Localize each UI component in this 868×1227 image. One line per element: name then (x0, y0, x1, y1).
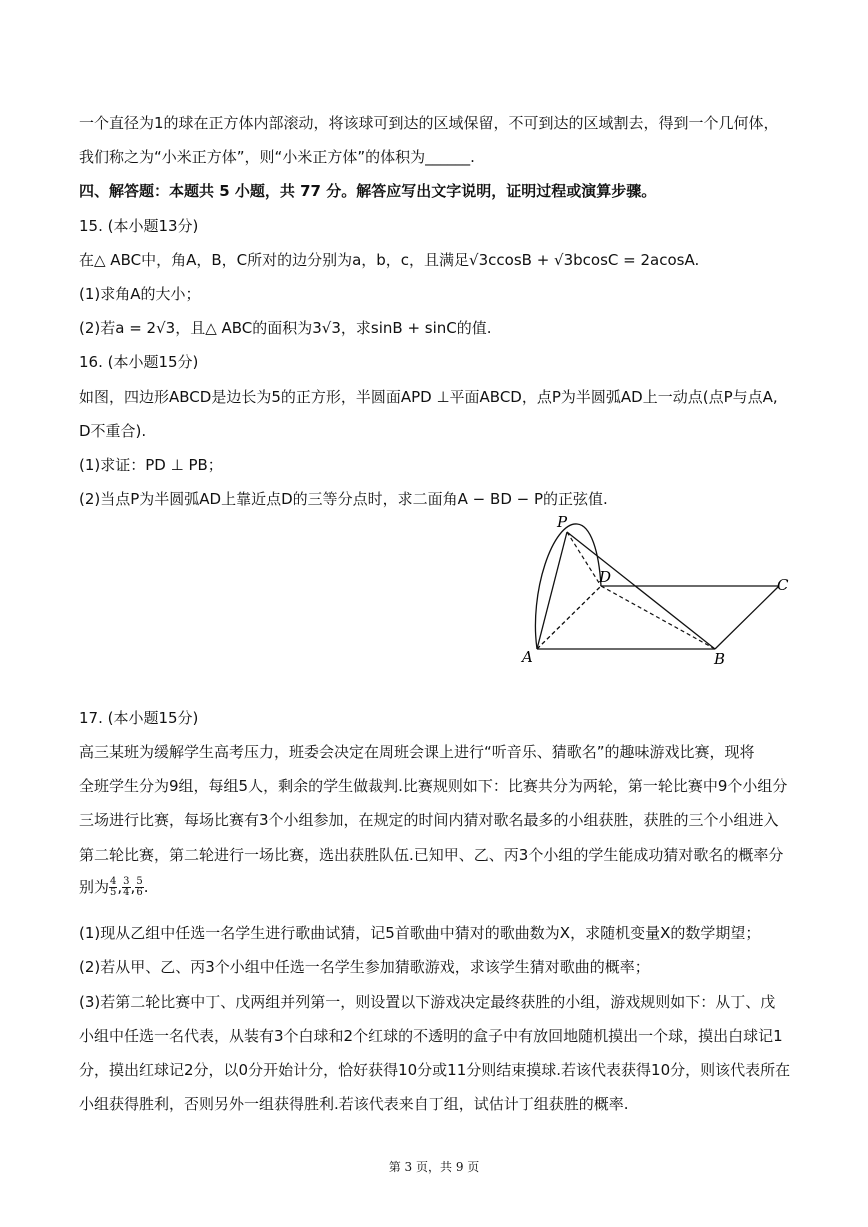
q17-part3-line3: 分，摸出红球记2分，以0分开始计分，恰好获得10分或11分则结束摸球.若该代表获得10分，则该代表所在 (79, 1061, 791, 1079)
label-D: D (599, 568, 612, 586)
q17-para-2: 全班学生分为9组，每组5人，剩余的学生做裁判.比赛规则如下：比赛共分为两轮，第一轮比赛中9个小组分 (79, 777, 788, 795)
semicircle-arc (535, 524, 601, 649)
edge-AP-dashed (537, 586, 601, 649)
q17-para-3: 三场进行比赛，每场比赛有3个小组参加，在规定的时间内猜对歌名最多的小组获胜，获胜的三个小组进入 (79, 811, 779, 829)
fraction-3: $\frac{5}{6}$ (136, 876, 143, 898)
label-A: A (522, 648, 533, 666)
q17-part2: (2)若从甲、乙、丙3个小组中任选一名学生参加猜歌游戏，求该学生猜对歌曲的概率； (79, 958, 650, 976)
q17-part3-line4: 小组获得胜利，否则另外一组获得胜利.若该代表来自丁组，试估计丁组获胜的概率. (79, 1095, 629, 1113)
q16-part2: (2)当点P为半圆弧AD上靠近点D的三等分点时，求二面角A − BD − P的正弦值. (79, 490, 608, 508)
q16-stem-1: 如图，四边形ABCD是边长为5的正方形，半圆面APD ⊥平面ABCD，点P为半圆弧AD上一动点(点P与点A, (79, 388, 778, 406)
edge-BC (715, 586, 779, 649)
text-line-1: 一个直径为1的球在正方体内部滚动，将该球可到达的区域保留，不可到达的区域割去，得到一个几何体， (79, 114, 779, 132)
q17-heading: 17. (本小题15分) (79, 709, 199, 727)
q17-part1: (1)现从乙组中任选一名学生进行歌曲试猜，记5首歌曲中猜对的歌曲数为X，求随机变量X的数学期望； (79, 924, 761, 942)
label-P: P (557, 513, 568, 531)
fraction-1: $\frac{4}{5}$ (110, 876, 117, 898)
q17-para-5: 别为 $\frac{4}{5}$ , $\frac{3}{4}$ , $\frac{5}{6}$ . (79, 876, 149, 898)
text-line-2: 我们称之为“小米正方体”，则“小米正方体”的体积为______. (79, 148, 475, 166)
q15-stem: 在△ ABC中，角A，B，C所对的边分别为a，b，c，且满足√3ccosB + √3bcosC = 2acosA. (79, 251, 700, 269)
section-heading: 四、解答题：本题共 5 小题，共 77 分。解答应写出文字说明，证明过程或演算步骤。 (79, 182, 657, 200)
q15-heading: 15. (本小题13分) (79, 217, 199, 235)
edge-PA (537, 532, 567, 649)
q17-prefix: 别为 (79, 878, 110, 896)
edge-DB (601, 586, 715, 649)
q17-para-4: 第二轮比赛，第二轮进行一场比赛，选出获胜队伍.已知甲、乙、丙3个小组的学生能成功猜对歌名的概率分 (79, 846, 784, 864)
page-footer: 第 3 页，共 9 页 (388, 1160, 480, 1174)
geometry-figure (515, 512, 795, 672)
q17-part3-line2: 小组中任选一名代表，从装有3个白球和2个红球的不透明的盒子中有放回地随机摸出一个球，摸出白球记1 (79, 1027, 783, 1045)
fraction-2: $\frac{3}{4}$ (123, 876, 130, 898)
q15-part1: (1)求角A的大小； (79, 285, 201, 303)
edge-PB (567, 532, 715, 649)
edge-PD (567, 532, 601, 586)
label-B: B (714, 650, 726, 668)
q16-stem-2: D不重合). (79, 422, 147, 440)
q15-part2: (2)若a = 2√3，且△ ABC的面积为3√3，求sinB + sinC的值. (79, 319, 492, 337)
q17-part3-line1: (3)若第二轮比赛中丁、戊两组并列第一，则设置以下游戏决定最终获胜的小组，游戏规则如下：从丁、戊 (79, 993, 776, 1011)
q17-para-1: 高三某班为缓解学生高考压力，班委会决定在周班会课上进行“听音乐、猜歌名”的趣味游戏比赛，现将 (79, 743, 755, 761)
q16-part1: (1)求证：PD ⊥ PB； (79, 456, 223, 474)
label-C: C (777, 576, 789, 594)
q16-heading: 16. (本小题15分) (79, 353, 199, 371)
